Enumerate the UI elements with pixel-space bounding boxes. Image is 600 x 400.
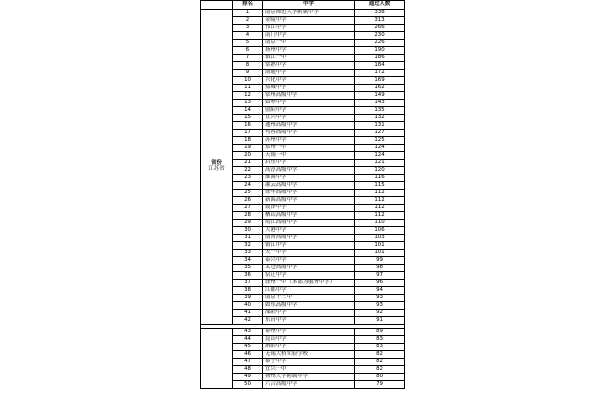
school-cell: 东台中学 [263,317,355,325]
rank-cell: 30 [233,227,263,235]
school-cell: 苏州中学 [263,137,355,145]
school-cell: 太仓高级中学 [263,264,355,272]
count-cell: 230 [355,32,405,40]
school-cell: 昆山中学 [263,336,355,344]
rank-cell: 27 [233,204,263,212]
count-cell: 338 [355,9,405,17]
count-cell: 92 [355,309,405,317]
school-cell: 天锡一中 [263,152,355,160]
school-cell: 常州高级中学 [263,92,355,100]
count-cell: 143 [355,99,405,107]
school-cell: 南京一中 [263,39,355,47]
province-cell-empty [201,328,233,388]
count-cell: 80 [355,373,405,381]
school-cell: 射阳中学 [263,107,355,115]
rank-cell: 47 [233,358,263,366]
rank-cell: 42 [233,317,263,325]
rank-cell: 5 [233,39,263,47]
rank-cell: 18 [233,137,263,145]
school-cell: 南京师范大学附属中学 [263,9,355,17]
school-cell: 宜兴一中 [263,366,355,374]
count-cell: 99 [355,257,405,265]
rank-cell: 25 [233,189,263,197]
school-cell: 常州一中 [263,144,355,152]
rank-cell: 39 [233,294,263,302]
rank-cell: 12 [233,92,263,100]
school-cell: 大港中学 [263,227,355,235]
count-cell: 82 [355,358,405,366]
school-cell: 无锡大桥实验学校 [263,351,355,359]
school-cell: 新海高级中学 [263,197,355,205]
count-cell: 112 [355,189,405,197]
count-cell: 112 [355,197,405,205]
count-cell: 121 [355,159,405,167]
school-cell: 常熟中学 [263,62,355,70]
count-cell: 97 [355,272,405,280]
count-cell: 83 [355,336,405,344]
table-row [201,328,405,336]
count-cell: 132 [355,114,405,122]
school-cell: 邗江中学 [263,24,355,32]
school-cell: 宜兴中学 [263,114,355,122]
header-count: 通过人数 [355,1,405,10]
rank-cell: 36 [233,272,263,280]
rank-cell: 11 [233,84,263,92]
count-cell: 135 [355,107,405,115]
count-cell: 91 [355,317,405,325]
table-body [201,9,405,388]
school-cell: 如东高级中学 [263,302,355,310]
school-cell: 江都中学 [263,287,355,295]
rank-cell: 32 [233,242,263,250]
rank-cell: 44 [233,336,263,344]
count-cell: 127 [355,129,405,137]
school-cell: 南通中学 [263,69,355,77]
rank-cell: 37 [233,279,263,287]
rank-cell: 6 [233,47,263,55]
school-cell: 句容高级中学 [263,129,355,137]
rank-cell: 24 [233,182,263,190]
province-name: 江苏省 [208,165,225,172]
rank-cell: 21 [233,159,263,167]
header-rank: 排名 [233,1,263,10]
school-cell: 栖山高级中学 [263,212,355,220]
rank-cell: 9 [233,69,263,77]
count-cell: 112 [355,212,405,220]
rank-cell: 48 [233,366,263,374]
school-cell: 扬州大学附属中学 [263,373,355,381]
rank-cell: 28 [233,212,263,220]
school-cell: 泰兴中学 [263,257,355,265]
rank-cell: 38 [233,287,263,295]
rank-cell: 43 [233,328,263,336]
school-cell: 高淳高级中学 [263,167,355,175]
rank-cell: 13 [233,99,263,107]
count-cell: 124 [355,152,405,160]
rank-cell: 29 [233,219,263,227]
count-cell: 110 [355,219,405,227]
count-cell: 93 [355,294,405,302]
school-cell: 灌云高级中学 [263,182,355,190]
rank-cell: 19 [233,144,263,152]
school-cell: 金陵中学 [263,17,355,25]
count-cell: 103 [355,234,405,242]
school-cell: 扬州中学 [263,47,355,55]
school-cell: 镇江一中 [263,54,355,62]
province-cell [201,9,233,324]
school-cell: 宿迁中学 [263,272,355,280]
rank-cell: 3 [233,24,263,32]
count-cell: 82 [355,366,405,374]
school-cell: 泰宁中学 [263,358,355,366]
count-cell: 120 [355,167,405,175]
count-cell: 94 [355,287,405,295]
count-cell: 83 [355,343,405,351]
rank-cell: 8 [233,62,263,70]
school-cell: 镇江中学 [263,242,355,250]
rank-cell: 45 [233,343,263,351]
rank-cell: 33 [233,249,263,257]
rank-cell: 35 [233,264,263,272]
count-cell: 101 [355,242,405,250]
school-cell: 徐州一中（本部为服务中学） [263,279,355,287]
province-label: 省份 [211,160,222,167]
count-cell: 89 [355,328,405,336]
table-header-row [201,1,405,10]
ranking-table [200,0,405,389]
school-cell: 淮海中学 [263,174,355,182]
rank-cell: 26 [233,197,263,205]
rank-cell: 23 [233,174,263,182]
school-cell: 南京十三中 [263,294,355,302]
school-cell: 六合高级中学 [263,381,355,389]
rank-cell: 46 [233,351,263,359]
header-school: 中学 [263,1,355,10]
rank-cell: 40 [233,302,263,310]
count-cell: 115 [355,182,405,190]
count-cell: 169 [355,77,405,85]
rank-cell: 14 [233,107,263,115]
school-cell: 南菁高级中学 [263,234,355,242]
school-cell: 如皋中学 [263,99,355,107]
school-cell: 震泽中学 [263,204,355,212]
rank-cell: 20 [233,152,263,160]
count-cell: 124 [355,144,405,152]
count-cell: 190 [355,47,405,55]
rank-cell: 34 [233,257,263,265]
rank-cell: 17 [233,129,263,137]
rank-cell: 50 [233,381,263,389]
rank-cell: 15 [233,114,263,122]
count-cell: 101 [355,249,405,257]
count-cell: 98 [355,264,405,272]
school-cell: 兴化中学 [263,77,355,85]
count-cell: 266 [355,24,405,32]
rank-cell: 1 [233,9,263,17]
school-cell: 盐城中学 [263,84,355,92]
count-cell: 116 [355,174,405,182]
rank-cell: 10 [233,77,263,85]
rank-cell: 4 [233,32,263,40]
school-cell: 通州高级中学 [263,122,355,130]
rank-cell: 7 [233,54,263,62]
school-cell: 溧阳中学 [263,309,355,317]
school-cell: 启东中学 [263,159,355,167]
count-cell: 172 [355,69,405,77]
count-cell: 313 [355,17,405,25]
count-cell: 226 [355,39,405,47]
rank-cell: 16 [233,122,263,130]
count-cell: 96 [355,279,405,287]
rank-cell: 31 [233,234,263,242]
count-cell: 162 [355,84,405,92]
count-cell: 149 [355,92,405,100]
count-cell: 79 [355,381,405,389]
count-cell: 184 [355,62,405,70]
rank-cell: 22 [233,167,263,175]
school-cell: 天一中学 [263,249,355,257]
count-cell: 186 [355,54,405,62]
school-cell: 泗阳中学 [263,343,355,351]
school-cell: 南门中学 [263,32,355,40]
count-cell: 125 [355,137,405,145]
rank-cell: 49 [233,373,263,381]
count-cell: 106 [355,227,405,235]
rank-cell: 2 [233,17,263,25]
school-cell: 徐车高级中学 [263,189,355,197]
count-cell: 82 [355,351,405,359]
school-cell: 靖江高级中学 [263,219,355,227]
count-cell: 112 [355,204,405,212]
table-row [201,9,405,17]
school-cell: 泰州中学 [263,328,355,336]
rank-cell: 41 [233,309,263,317]
count-cell: 131 [355,122,405,130]
count-cell: 93 [355,302,405,310]
header-province [201,1,233,10]
